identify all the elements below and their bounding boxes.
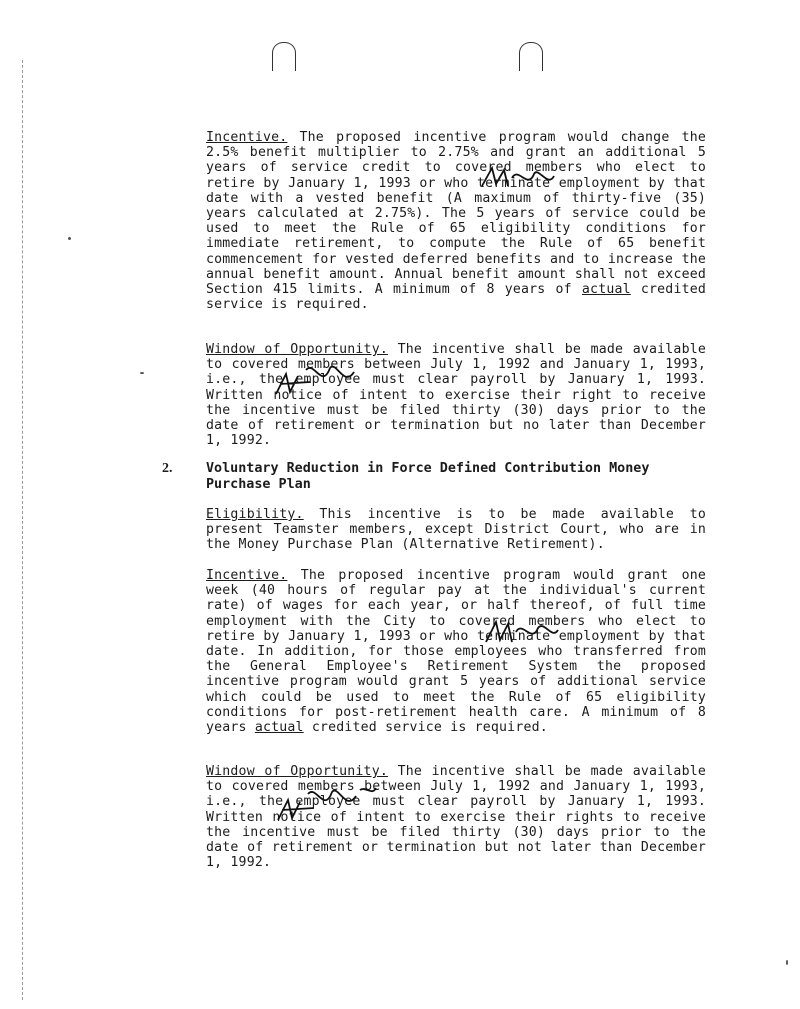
section1-incentive: [206, 130, 706, 312]
handwritten-initials-icon: [270, 360, 360, 400]
binder-hole-icon: [272, 42, 296, 71]
incentive-tail: credited service is required.: [303, 720, 548, 736]
binder-hole-icon: [519, 42, 543, 71]
handwritten-initials-icon: [270, 782, 380, 826]
page-edge-line: [22, 60, 24, 1000]
handwritten-initials-icon: [482, 616, 562, 646]
incentive-text: The proposed incentive program would grant one week (40 hours of regular pay at the individual's current rate) of wages for each year, or half thereof, of full time employment with the City to covered members who elect to retire by January 1, 1993 or who terminate employment by that date. In addition, for those employees who transferred from the General Employee's Retirement System the proposed incentive program would grant 5 years of additional service which could be used to meet the Rule of 65 eligibility conditions for post-retirement health care. A minimum of 8 years: [206, 568, 706, 736]
section2-incentive: [206, 568, 706, 735]
scan-speck: [786, 960, 788, 965]
scan-speck: [140, 372, 144, 374]
actual-emphasis: actual: [581, 282, 631, 298]
actual-emphasis: actual: [254, 720, 304, 736]
incentive-label: Incentive.: [206, 130, 288, 145]
window-text: The incentive shall be made available to covered members between July 1, 1992 and January 1, 1993, i.e., the employee must clear payroll by January 1, 1993. Written notice of intent to exercise their rights to receive the incentive must be filed thirty (30) days prior to the date of retirement or termination but not later than December 1, 1992.: [206, 764, 706, 871]
window-text: The incentive shall be made available to covered members between July 1, 1992 and January 1, 1993, i.e., the employee must clear payroll by January 1, 1993. Written notice of intent to exercise their right to receive the incentive must be filed thirty (30) days prior to the date of retirement or termination but no later than December 1, 1992.: [206, 342, 706, 449]
section2-eligibility: [206, 507, 706, 553]
eligibility-label: Eligibility.: [206, 507, 304, 522]
handwritten-initials-icon: [478, 164, 558, 192]
incentive-tail: credited service is required.: [206, 282, 706, 313]
incentive-paragraph: [206, 568, 706, 735]
section2-heading-block: [206, 461, 706, 492]
window-label: Window of Opportunity.: [206, 342, 388, 357]
incentive-paragraph: [206, 130, 706, 312]
incentive-label: Incentive.: [206, 568, 288, 583]
window-label: Window of Opportunity.: [206, 764, 388, 779]
section-number: 2.: [162, 461, 173, 476]
incentive-text: The proposed incentive program would change the 2.5% benefit multiplier to 2.75% and grant an additional 5 years of service credit to covered members who elect to retire by January 1, 1993 or who terminate employment by that date with a vested benefit (A maximum of thirty-five (35) years calculated at 2.75%). The 5 years of service could be used to meet the Rule of 65 eligibility conditions for immediate retirement, to compute the Rule of 65 benefit commencement for vested deferred benefits and to increase the annual benefit amount. Annual benefit amount shall not exceed Section 415 limits. A minimum of 8 years of: [206, 130, 706, 298]
eligibility-text: This incentive is to be made available to present Teamster members, except District Court, who are in the Money Purchase Plan (Alternative Retirement).: [206, 507, 706, 553]
scan-speck: [68, 237, 71, 240]
section-heading: Voluntary Reduction in Force Defined Contribution Money Purchase Plan: [206, 461, 650, 492]
eligibility-paragraph: [206, 507, 706, 553]
